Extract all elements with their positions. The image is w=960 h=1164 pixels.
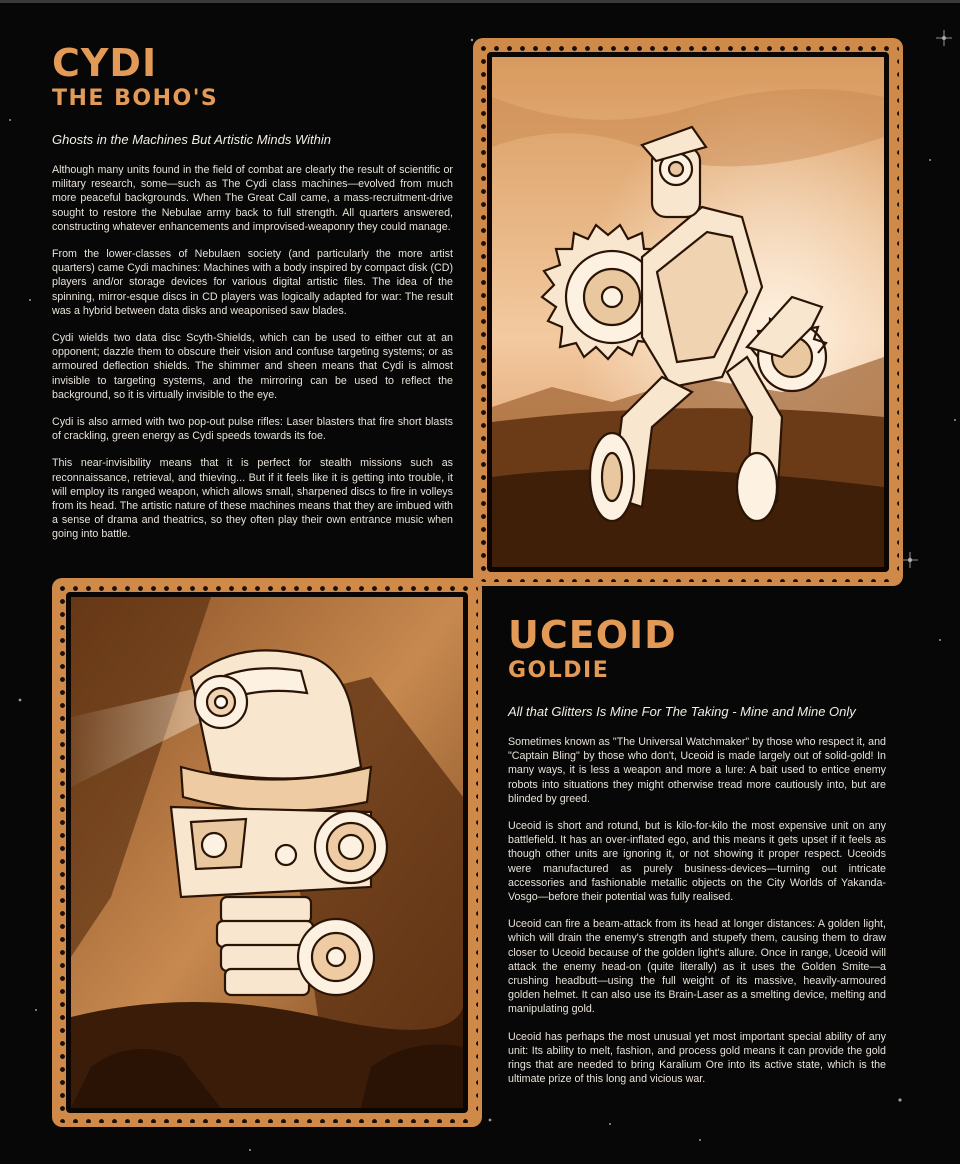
cydi-title: CYDI	[52, 41, 158, 85]
cydi-paragraph: From the lower-classes of Nebulaen society (and particularly the more artist quarters) came Cydi machines: Machines with a body inspired by compact disk (CD) players and/or storage devices for various digital artistic files. The idea of the spinning, mirror-esque discs in CD players was logically adapted for war: The result was a hybrid between data disks and weaponised saw blades.	[52, 248, 453, 317]
uceoid-illustration-frame	[52, 578, 482, 1127]
uceoid-paragraph: Uceoid is short and rotund, but is kilo-for-kilo the most expensive unit on any battlefield. It has an over-inflated ego, and this means it gets upset if it feels as though other units are ignoring it, or not showing it proper respect. Uceoids were manufactured as purely business-devices—turning out intricate accessories and fashionable metallic objects on the City Worlds of Yakanda-Vosgo—before their potential was fully realised.	[508, 820, 886, 904]
cydi-paragraph: This near-invisibility means that it is perfect for stealth missions such as reconnaissance, retrieval, and thieving... But if it feels like it is getting into trouble, it will employ its ranged weapon, which allows small, sharpened discs to fire in volleys from its head. The artistic nature of these machines means that they are imbued with a sense of drama and theatrics, so they often play their own entrance music when going into battle.	[52, 457, 453, 541]
cydi-tagline: Ghosts in the Machines But Artistic Minds Within	[52, 132, 332, 147]
cydi-section	[52, 41, 453, 555]
uceoid-tagline: All that Glitters Is Mine For The Taking - Mine and Mine Only	[508, 704, 856, 719]
cydi-subtitle: THE BOHO'S	[52, 86, 219, 111]
uceoid-paragraph: Uceoid can fire a beam-attack from its head at longer distances: A golden light, which will drain the enemy's strength and stupefy them, causing them to draw closer to Uceoid because of the golden light's allure. Once in range, Uceoid will attack the enemy head-on (quite literally) as it uses the Golden Smite—a crushing headbutt—using the full weight of its massive, heavily-armoured golden helmet. It can also use its Brain-Laser as a smelting device, melting and manipulating gold.	[508, 918, 886, 1016]
cydi-paragraph: Cydi wields two data disc Scyth-Shields, which can be used to either cut at an opponent; dazzle them to obscure their vision and confuse targeting systems; or as armoured deflection shields. The shimmer and sheen means that Cydi is almost invisible to targeting systems, and the mirroring can be used to reflect the background, so it is virtually invisible to the eye.	[52, 332, 453, 401]
cydi-paragraph: Cydi is also armed with two pop-out pulse rifles: Laser blasters that fire short blasts of crackling, green energy as Cydi speeds towards its foe.	[52, 416, 453, 443]
uceoid-illustration	[71, 597, 463, 1108]
uceoid-paragraph: Sometimes known as "The Universal Watchmaker" by those who respect it, and "Captain Bling" by those who don't, Uceoid is made largely out of solid-gold! In many ways, it is less a weapon and more a lure: A bait used to entice enemy robots into situations they might otherwise tread more cautiously into, but are blinded by greed.	[508, 736, 886, 805]
cydi-illustration	[492, 57, 884, 567]
uceoid-title: UCEOID	[508, 613, 677, 657]
uceoid-paragraph: Uceoid has perhaps the most unusual yet most important special ability of any unit: Its ability to melt, fashion, and process gold means it can provide the gold rings that are needed to bring Karalium Ore into its active state, which is the ultimate prize of this long and vicious war.	[508, 1030, 886, 1086]
uceoid-section	[508, 613, 886, 1099]
cydi-paragraph: Although many units found in the field of combat are clearly the result of scientific or military research, some—such as The Cydi class machines—evolved from much more peaceful backgrounds. When The Great Call came, a mass-recruitment-drive sought to restore the Nebulae army back to full strength. All quarters answered, constructing whatever enhancements and improvised-weaponry they could manage.	[52, 164, 453, 233]
cydi-illustration-frame	[473, 38, 903, 586]
uceoid-subtitle: GOLDIE	[508, 658, 610, 683]
top-edge-line	[0, 0, 960, 3]
